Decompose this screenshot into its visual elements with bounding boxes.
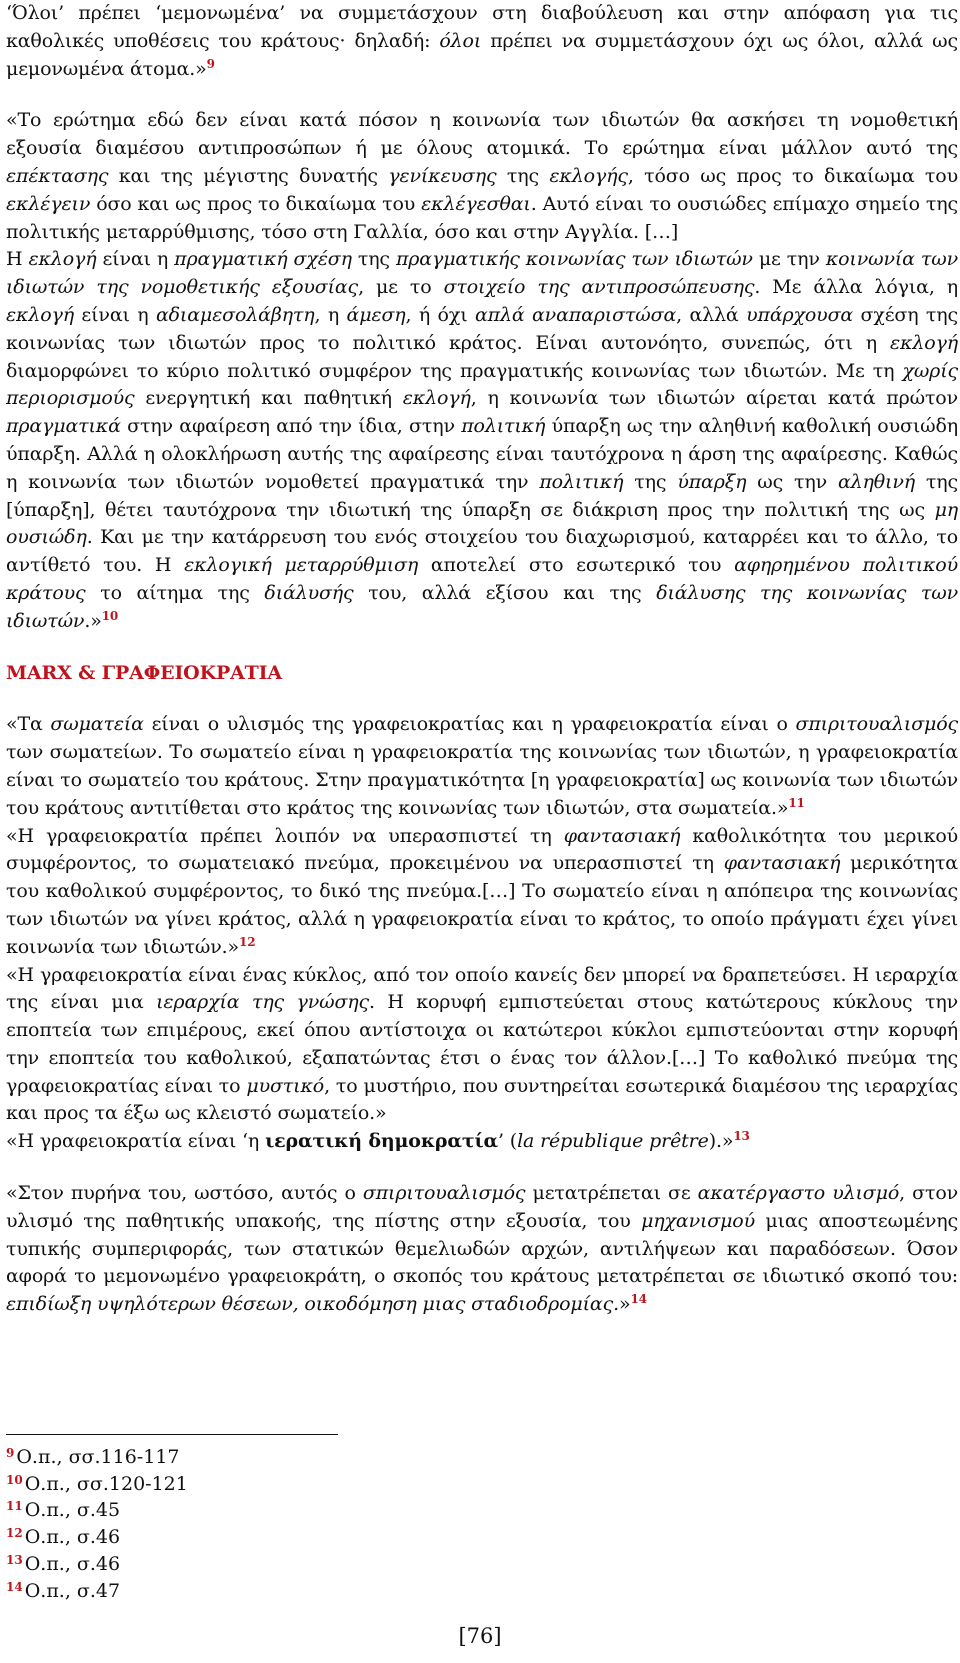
footnote [6, 1471, 506, 1498]
footnote-number: 14 [6, 1579, 23, 1594]
paragraph [6, 1128, 958, 1156]
footnote-number: 9 [6, 1446, 15, 1460]
footnote-text: Ο.π., σσ.116-117 [16, 1446, 180, 1468]
text-run: είναι η [73, 303, 156, 326]
text-run: της [ύπαρξη], θέτει ταυτόχρονα την ιδιωτική της ύπαρξη σε διάκριση προς την πολιτική της ως [6, 470, 958, 521]
footnote-number: 10 [6, 1472, 23, 1487]
text-run: της [351, 248, 396, 271]
text-run: Η [6, 248, 29, 271]
italic-text: σπιριτουαλισμός [795, 713, 958, 736]
text-run: . Με άλλα λόγια, η [754, 276, 959, 299]
text-run: «Τα [6, 713, 51, 736]
bold-text: ιερατική δημοκρατία [265, 1130, 499, 1153]
footnote-number: 11 [6, 1499, 23, 1514]
text-run: , στον υλισμό της παθητικής υπακοής, της πίστης στην εξουσία, του [6, 1182, 959, 1232]
text-run: ).» [708, 1130, 734, 1153]
italic-text: εκλογή [890, 331, 958, 354]
text-run: στην αφαίρεση από την ίδια, στην [120, 415, 462, 438]
paragraph [6, 962, 958, 1129]
italic-text: εκλογή [402, 387, 471, 410]
footnote-reference: 9 [206, 56, 215, 71]
italic-text: εκλέγειν [6, 192, 91, 215]
footnote [6, 1444, 506, 1471]
italic-text: πολιτική [539, 470, 624, 493]
italic-text: φαντασιακή [563, 824, 681, 847]
text-run: «Η γραφειοκρατία είναι ένας κύκλος, από τον οποίο κανείς δεν μπορεί να δραπετεύσει. Η ιεραρχία της είναι μια [6, 963, 958, 1014]
footnotes [6, 1444, 506, 1604]
footnote [6, 1497, 506, 1524]
text-run: αποτελεί στο εσωτερικό του [418, 554, 735, 577]
footnote-text: Ο.π., σ.47 [24, 1579, 121, 1602]
paragraph [6, 246, 958, 635]
paragraph [6, 107, 958, 246]
text-run: . Και με την κατάρρευση του ενός στοιχείου του διαχωρισμού, καταρρέει και το άλλο, το αντίθετό του. Η [6, 526, 958, 577]
italic-text: όλοι [439, 29, 482, 52]
footnote-separator [6, 1434, 338, 1435]
italic-text: διάλυσης της κοινωνίας των ιδιωτών [6, 581, 959, 632]
text-run: είναι η [96, 248, 175, 271]
italic-text: ύπαρξη [677, 470, 747, 493]
text-run: , με το [358, 276, 444, 299]
footnote-reference: 10 [101, 608, 119, 623]
italic-text: ιεραρχία της γνώσης [156, 991, 370, 1014]
text-run: . Αυτό είναι το ουσιώδες επίμαχο σημείο της πολιτικής μεταρρύθμισης, τόσο στη Γαλλία, όσο και στην Αγγλία. […] [6, 192, 958, 243]
text-run: του, αλλά εξίσου και της [353, 581, 657, 604]
text-run: , τόσο ως προς το δικαίωμα του [627, 164, 958, 187]
text-run: . Η κορυφή εμπιστεύεται στους κατώτερους κύκλους την εποπτεία των επιμέρους, εκεί όπου αντίστοιχα οι κατώτεροι κύκλοι εμπιστεύονται στην κορυφή την εποπτεία του καθολικού, εξαπατώντας έτσι ο ένας τον άλλον.[…] Το καθολικό πνεύμα της γραφειοκρατίας είναι το [6, 991, 958, 1097]
text-run: » [619, 1293, 631, 1316]
text-run: μερικότητα του καθολικού συμφέροντος, το δικό της πνεύμα.[…] Το σωματείο είναι η απόπειρα της κοινωνίας των ιδιωτών να γίνει κράτος, αλλά η γραφειοκρατία είναι το κράτος, το οποίο πράγματι έχει γίνει κοινωνία των ιδιωτών.» [6, 852, 958, 958]
paragraph [6, 711, 958, 822]
text-run: της [496, 164, 550, 187]
footnote-text: Ο.π., σ.46 [24, 1526, 121, 1549]
text-run: όσο και ως προς το δικαίωμα του [90, 192, 422, 215]
footnote [6, 1551, 506, 1578]
text-run: με την [752, 248, 826, 271]
text-run: , το μυστήριο, που συντηρείται εσωτερικά διαμέσου της ιεραρχίας και προς τα έξω ως κλειστό σωματείο.» [6, 1074, 959, 1125]
italic-text: εκλογή [28, 248, 97, 271]
text-run: , η κοινωνία των ιδιωτών αίρεται κατά πρώτον [470, 387, 958, 410]
text-run: «Στον πυρήνα του, ωστόσο, αυτός ο [6, 1182, 363, 1205]
footnote-reference: 12 [239, 934, 256, 949]
italic-text: la république prêtre [517, 1130, 709, 1153]
italic-text: στοιχείο της αντιπροσώπευσης [443, 276, 755, 299]
italic-text: εκλέγεσθαι [421, 192, 531, 215]
text-run: των σωματείων. Το σωματείο είναι η γραφειοκρατία της κοινωνίας των ιδιωτών, η γραφειοκρατία είναι το σωματείο του κράτους. Στην πραγματικότητα [η γραφειοκρατία] ως κοινωνία των ιδιωτών του κράτους αντιτίθεται στο κράτος της κοινωνίας των ιδιωτών, στα σωματεία.» [6, 741, 958, 819]
italic-text: αληθινή [837, 470, 915, 493]
text-run: πρέπει να συμμετάσχουν όχι ως όλοι, αλλά ως μεμονωμένα άτομα.» [6, 29, 958, 80]
text-run: «Η γραφειοκρατία είναι ‘η [6, 1130, 266, 1153]
paragraph-gap [6, 1156, 958, 1180]
italic-text: μυστικό [246, 1074, 325, 1097]
text-run: καθολικότητα του μερικού συμφέροντος, το σωματειακό πνεύμα, προκειμένου να υπερασπιστεί τη [6, 824, 959, 875]
text-run: , αλλά [676, 303, 747, 326]
text-run: ‘Όλοι’ πρέπει ‘μεμονωμένα’ να συμμετάσχουν στη διαβούλευση και στην απόφαση για τις καθολικές υποθέσεις του κράτους· δηλαδή: [6, 2, 958, 52]
footnote-text: Ο.π., σ.46 [24, 1552, 121, 1575]
footnote-number: 13 [6, 1552, 23, 1567]
text-run: σχέση της κοινωνίας των ιδιωτών προς το πολιτικό κράτος. Είναι αυτονόητο, συνεπώς, ότι η [6, 303, 958, 354]
paragraph [6, 0, 958, 83]
footnote-number: 12 [6, 1526, 23, 1541]
text-run: , η [314, 303, 347, 326]
section-heading: MARX & ΓΡΑΦΕΙΟΚΡΑΤΙΑ [6, 661, 282, 684]
text-run: .» [84, 609, 102, 632]
footnote-text: Ο.π., σ.45 [24, 1499, 121, 1522]
text-run: ’ ( [498, 1130, 518, 1153]
italic-text: γενίκευσης [388, 164, 497, 187]
text-run: μιας αποστεωμένης τυπικής συμπεριφοράς, των στατικών θεμελιωδών αρχών, αντιλήψεων και παραδόσεων. Όσον αφορά το μεμονωμένο γραφειοκράτη, ο σκοπός του κράτους μετατρέπεται σε ιδιωτικό σκοπό του: [6, 1209, 958, 1288]
italic-text: εκλογής [549, 164, 628, 187]
italic-text: μη ουσιώδη [6, 498, 958, 549]
italic-text: αφηρημένου πολιτικού κράτους [6, 554, 958, 604]
italic-text: κοινωνία των ιδιωτών της νομοθετικής εξουσίας [6, 248, 958, 299]
italic-text: σωματεία [50, 713, 144, 736]
footnote-text: Ο.π., σσ.120-121 [24, 1472, 188, 1495]
text-run: είναι ο υλισμός της γραφειοκρατίας και η γραφειοκρατία είναι ο [143, 713, 796, 736]
paragraph-gap [6, 83, 958, 107]
text-run: ως την [746, 470, 838, 493]
text-run: ενεργητική και παθητική [134, 387, 403, 410]
text-run: μετατρέπεται σε [525, 1182, 698, 1205]
text-run: διαμορφώνει το κύριο πολιτικό συμφέρον της πραγματικής κοινωνίας των ιδιωτών. Με τη [6, 359, 903, 382]
text-run: και της μέγιστης δυνατής [108, 164, 389, 187]
text-run: ύπαρξη ως την αληθινή καθολική ουσιώδη ύπαρξη. Αλλά η ολοκλήρωση αυτής της αφαίρεσης είναι ταυτόχρονα η άρση της αφαίρεσης. Καθώς η κοινωνία των ιδιωτών νομοθετεί πραγματικά την [6, 415, 958, 493]
italic-text: χωρίς περιορισμούς [6, 359, 958, 410]
text-run: της [623, 470, 678, 493]
paragraph-gap [6, 687, 958, 711]
italic-text: άμεση [346, 303, 406, 326]
text-run: «Το ερώτημα εδώ δεν είναι κατά πόσον η κοινωνία των ιδιωτών θα ασκήσει τη νομοθετική εξουσία διαμέσου αντιπροσώπων ή με όλους ατομικά. Το ερώτημα είναι μάλλον αυτό της [6, 109, 958, 160]
italic-text: αδιαμεσολάβητη [155, 303, 315, 326]
footnote [6, 1524, 506, 1551]
text-run: , ή όχι [405, 303, 475, 326]
italic-text: απλά αναπαριστώσα [474, 303, 677, 326]
italic-text: πολιτική [461, 415, 546, 438]
footnote-reference: 14 [630, 1292, 647, 1307]
body-text [6, 0, 958, 1319]
italic-text: ακατέργαστο υλισμό [697, 1182, 900, 1205]
page-number: [76] [458, 1624, 502, 1648]
text-run: το αίτημα της [85, 581, 265, 604]
italic-text: πραγματική σχέση [174, 248, 352, 271]
italic-text: επέκτασης [6, 164, 109, 187]
italic-text: επιδίωξη υψηλότερων θέσεων, οικοδόμηση μιας σταδιοδρομίας. [6, 1293, 619, 1316]
italic-text: μηχανισμού [641, 1209, 755, 1232]
footnote [6, 1578, 506, 1605]
italic-text: πραγματικής κοινωνίας των ιδιωτών [395, 248, 753, 271]
italic-text: υπάρχουσα [746, 303, 854, 326]
italic-text: φαντασιακή [723, 852, 841, 875]
footnote-reference: 11 [788, 795, 805, 810]
italic-text: εκλογική μεταρρύθμιση [184, 554, 419, 577]
italic-text: διάλυσής [264, 581, 354, 604]
paragraph-gap [6, 636, 958, 660]
paragraph [6, 1180, 958, 1319]
text-run: «Η γραφειοκρατία πρέπει λοιπόν να υπερασπιστεί τη [6, 824, 564, 847]
italic-text: πραγματικά [6, 415, 121, 438]
italic-text: σπιριτουαλισμός [362, 1182, 526, 1205]
italic-text: εκλογή [6, 303, 74, 326]
paragraph [6, 823, 958, 962]
footnote-reference: 13 [733, 1129, 750, 1144]
